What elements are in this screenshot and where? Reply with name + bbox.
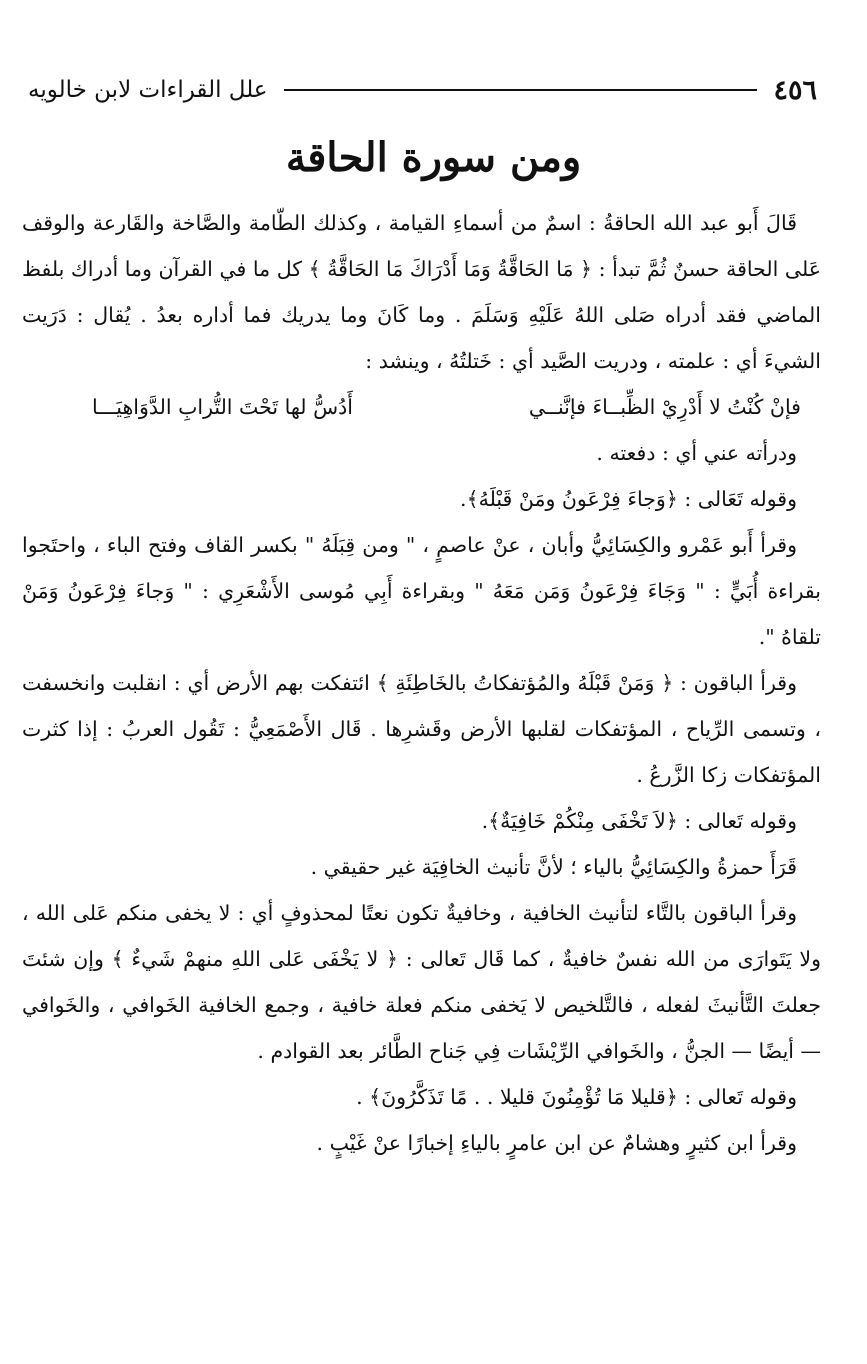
paragraph: قَالَ أَبو عبد الله الحاقةُ : اسمٌ من أسماءِ القيامة ، وكذلك الطّامة والصَّاخة والقَارعة والوقف عَلى الحاقة حسنٌ ثُمَّ تبدأ : ﴿ مَا الحَاقَّةُ وَمَا أَدْرَاكَ مَا الحَاقَّةُ ﴾ كل ما في القرآن وما أدراك بلفظ الماضي فقد أدراه صَلى اللهُ عَلَيْهِ وَسَلَمَ . وما كَانَ وما يدريك فما أداره بعدُ . يُقال : دَرَيت الشيءَ أي : علمته ، ودريت الصَّيد أي : خَتلتُهُ ، وينشد : — [22, 211, 821, 373]
page-number: ٤٥٦ — [773, 74, 817, 106]
book-title: علل القراءات لابن خالويه — [28, 77, 268, 103]
header-rule — [284, 89, 758, 91]
paragraph: وقرأ الباقون بالتَّاء لتأنيث الخافية ، وخافيةٌ تكون نعتًا لمحذوفٍ أي : لا يخفى منكم عَلى الله ، ولا يَتَوارَى من الله نفسٌ خافيةٌ ، كما قَال تَعالى : ﴿ لا يَخْفَى عَلى اللهِ منهمْ شَيءٌ ﴾ وإن شئتَ جعلتَ التَّأنيثَ لفعله ، فالتَّلخيص لا يَخفى منكم فعلة خافية ، وجمع الخافية الخَوافي ، والخَوافي — أيضًا — الجنُّ ، والخَوافي الرِّيْشَات فِي جَناح الطَّائر بعد القوادم . — [22, 901, 821, 1063]
poem-hemistich-right: فإنْ كُنْتُ لا أَدْرِيْ الظِّبــاءَ فإنَّنــي — [528, 395, 801, 419]
paragraph: وقرأ أَبو عَمْرو والكِسَائِيُّ وأبان ، عنْ عاصمٍ ، " ومن قِبَلَهُ " بكسر القاف وفتح الباء ، واحتَجوا بقراءة أُبَيٍّ : " وَجَاءَ فِرْعَونُ وَمَن مَعَهُ " وبقراءة أَبِي مُوسى الأَشْعَرِي : " وَجاءَ فِرْعَونُ وَمَنْ تلقاهُ ". — [22, 533, 821, 649]
paragraph: قَرَأَ حمزةُ والكِسَائِيُّ بالياء ؛ لأنَّ تأنيث الخافِيَة غير حقيقي . — [310, 855, 797, 879]
paragraph: وقوله تَعالى : ﴿قليلا مَا تُؤْمِنُونَ قليلا . . مًا تَذَكَّرُونَ﴾ . — [356, 1085, 797, 1109]
body-text — [22, 200, 821, 1166]
page-header — [28, 72, 817, 108]
poem-hemistich-left: أَدُسُّ لها تَحْتَ التُّرابِ الدَّوَاهِيَـــا — [92, 395, 353, 419]
poem-verse — [22, 384, 821, 430]
paragraph: وقرأ ابن كثيرٍ وهشامٌ عن ابن عامرٍ بالياءِ إخبارًا عنْ غَيْبٍ . — [316, 1131, 797, 1155]
chapter-title: ومن سورة الحاقة — [285, 134, 582, 181]
paragraph: ودرأته عني أي : دفعته . — [596, 441, 797, 465]
paragraph: وقرأ الباقون : ﴿ وَمَنْ قَبْلَهُ والمُؤتفكاتُ بالخَاطِئَةِ ﴾ ائتفكت بهم الأرض أي : انقلبت وانخسفت ، وتسمى الرِّياح ، المؤتفكات لقلبها الأرض وقَشرِها . قَال الأَصْمَعِيُّ : تَقُول العربُ : إذا كثرت المؤتفكات زكا الزَّرعُ . — [22, 671, 821, 787]
paragraph: وقوله تَعَالى : ﴿وَجاءَ فِرْعَونُ ومَنْ قَبْلَهُ﴾. — [460, 487, 797, 511]
paragraph: وقوله تَعالى : ﴿لاَ تَخْفَى مِنْكُمْ خَافِيَةٌ﴾. — [481, 809, 797, 833]
